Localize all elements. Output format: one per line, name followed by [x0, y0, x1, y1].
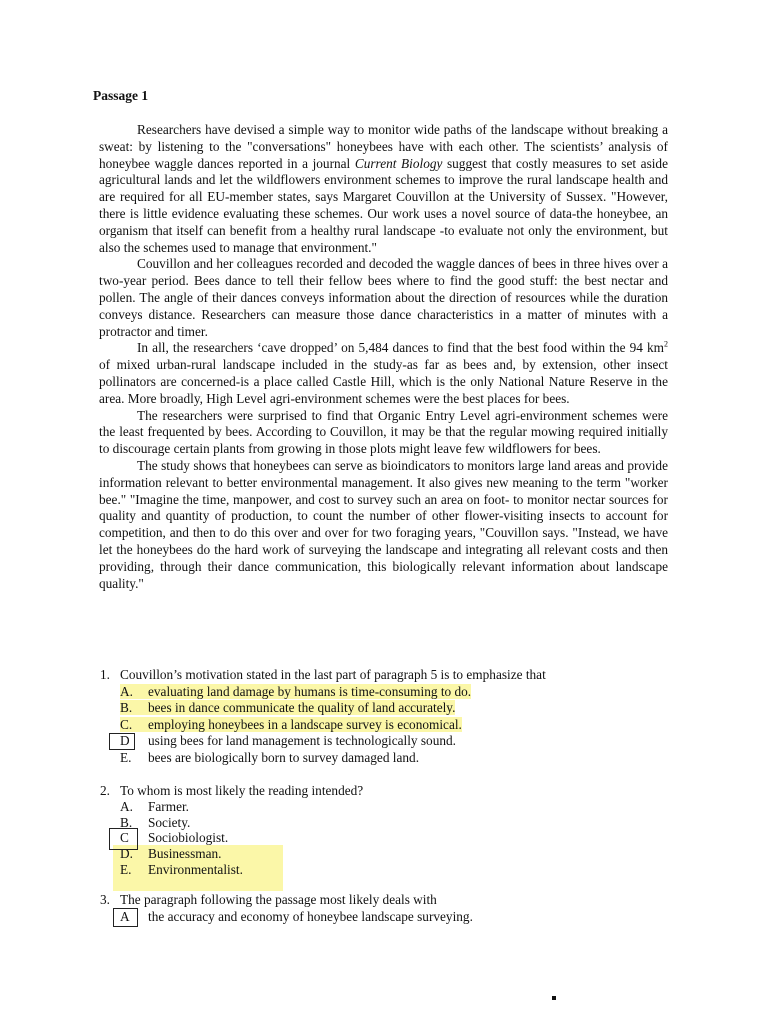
- paragraph-4: The researchers were surprised to find that Organic Entry Level agri-environment schemes were the least frequented by bees. According to Couvillon, it may be that the regular mowing required initially to discourage certain plants from growing in those plots might leave few wildflowers for bees.: [99, 407, 668, 457]
- superscript: 2: [664, 339, 668, 349]
- passage-body: [99, 122, 668, 592]
- option-a[interactable]: A. Farmer.: [120, 798, 189, 814]
- option-e[interactable]: E. Environmentalist.: [120, 861, 243, 877]
- answer-box-q3-a: [113, 908, 138, 927]
- passage-title: Passage 1: [93, 88, 149, 103]
- option-e[interactable]: E. bees are biologically born to survey damaged land.: [120, 749, 420, 765]
- option-a[interactable]: A the accuracy and economy of honeybee landscape surveying.: [120, 908, 473, 924]
- option-c[interactable]: C. employing honeybees in a landscape survey is economical.: [120, 716, 462, 732]
- option-a[interactable]: A. evaluating land damage by humans is time-consuming to do.: [120, 683, 472, 699]
- question-2: [100, 783, 660, 883]
- paragraph-5: The study shows that honeybees can serve as bioindicators to monitors large land areas and provide information relevant to better environmental management. It also gives new meaning to the term "worker bee." "Imagine the time, manpower, and cost to survey such an area on foot- to monitor nectar sources for quality and quantity of production, to count the number of other flower-visiting insects to account for competition, and then to do this over and over for two foraging years, "Couvillon says. "Instead, we have let the honeybees do the hard work of surveying the landscape and integrating all relevant costs and then providing, through their dance communication, this biologically relevant information about landscape quality.": [99, 457, 668, 591]
- journal-name: Current Biology: [354, 155, 443, 171]
- paragraph-3: In all, the researchers ‘cave dropped’ on 5,484 dances to find that the best food within the 94 $km^2$ of mixed urban-rural landscape included in the study-as far as bees and, by extension, other insect pollinators are concerned-is a place called Castle Hill, which is the only National Nature Reserve in the area. More broadly, High Level agri-environment schemes were the best places for bees.: [99, 339, 668, 406]
- question-stem: 1. Couvillon’s motivation stated in the last part of paragraph 5 is to emphasize that: [100, 667, 546, 682]
- paragraph-2: Couvillon and her colleagues recorded and decoded the waggle dances of bees in three hives over a two-year period. Bees dance to tell their fellow bees where to find the good stuff: the best nectar and pollen. The angle of their dances conveys information about the direction of resources while the duration conveys distance. Researchers can measure those dance characteristics in a matter of minutes with a protractor and timer.: [99, 256, 668, 339]
- page-mark: [552, 996, 556, 1000]
- option-d[interactable]: D. Businessman.: [120, 846, 222, 861]
- answer-box-q2-c: [109, 828, 138, 850]
- paragraph-1: Researchers have devised a simple way to monitor wide paths of the landscape without breaking a sweat: by listening to the "conversations" honeybees have with each other. The scientists’ analysis of honeybee waggle dances reported in a journal Current Biology suggest that costly measures to set aside agricultural lands and let the wildflowers environment schemes to improve the rural landscape health and are required for all EU-member states, says Margaret Couvillon at the University of Sussex. "However, there is little evidence evaluating these schemes. Our work uses a novel source of data-the honeybee, an organism that itself can benefit from a healthy rural landscape -to evaluate not only the environment, but also the schemes used to manage that environment.": [99, 122, 668, 255]
- option-d[interactable]: D using bees for land management is technologically sound.: [120, 733, 456, 748]
- question-1: [100, 667, 660, 767]
- answer-box-q1-d: [109, 733, 135, 750]
- option-b[interactable]: B. bees in dance communicate the quality of land accurately.: [120, 700, 456, 715]
- question-3: [100, 892, 660, 928]
- option-b[interactable]: B. Society.: [120, 814, 191, 830]
- question-stem: 2. To whom is most likely the reading intended?: [100, 783, 364, 798]
- question-stem: 3. The paragraph following the passage most likely deals with: [100, 892, 437, 907]
- option-c[interactable]: C Sociobiologist.: [120, 830, 229, 845]
